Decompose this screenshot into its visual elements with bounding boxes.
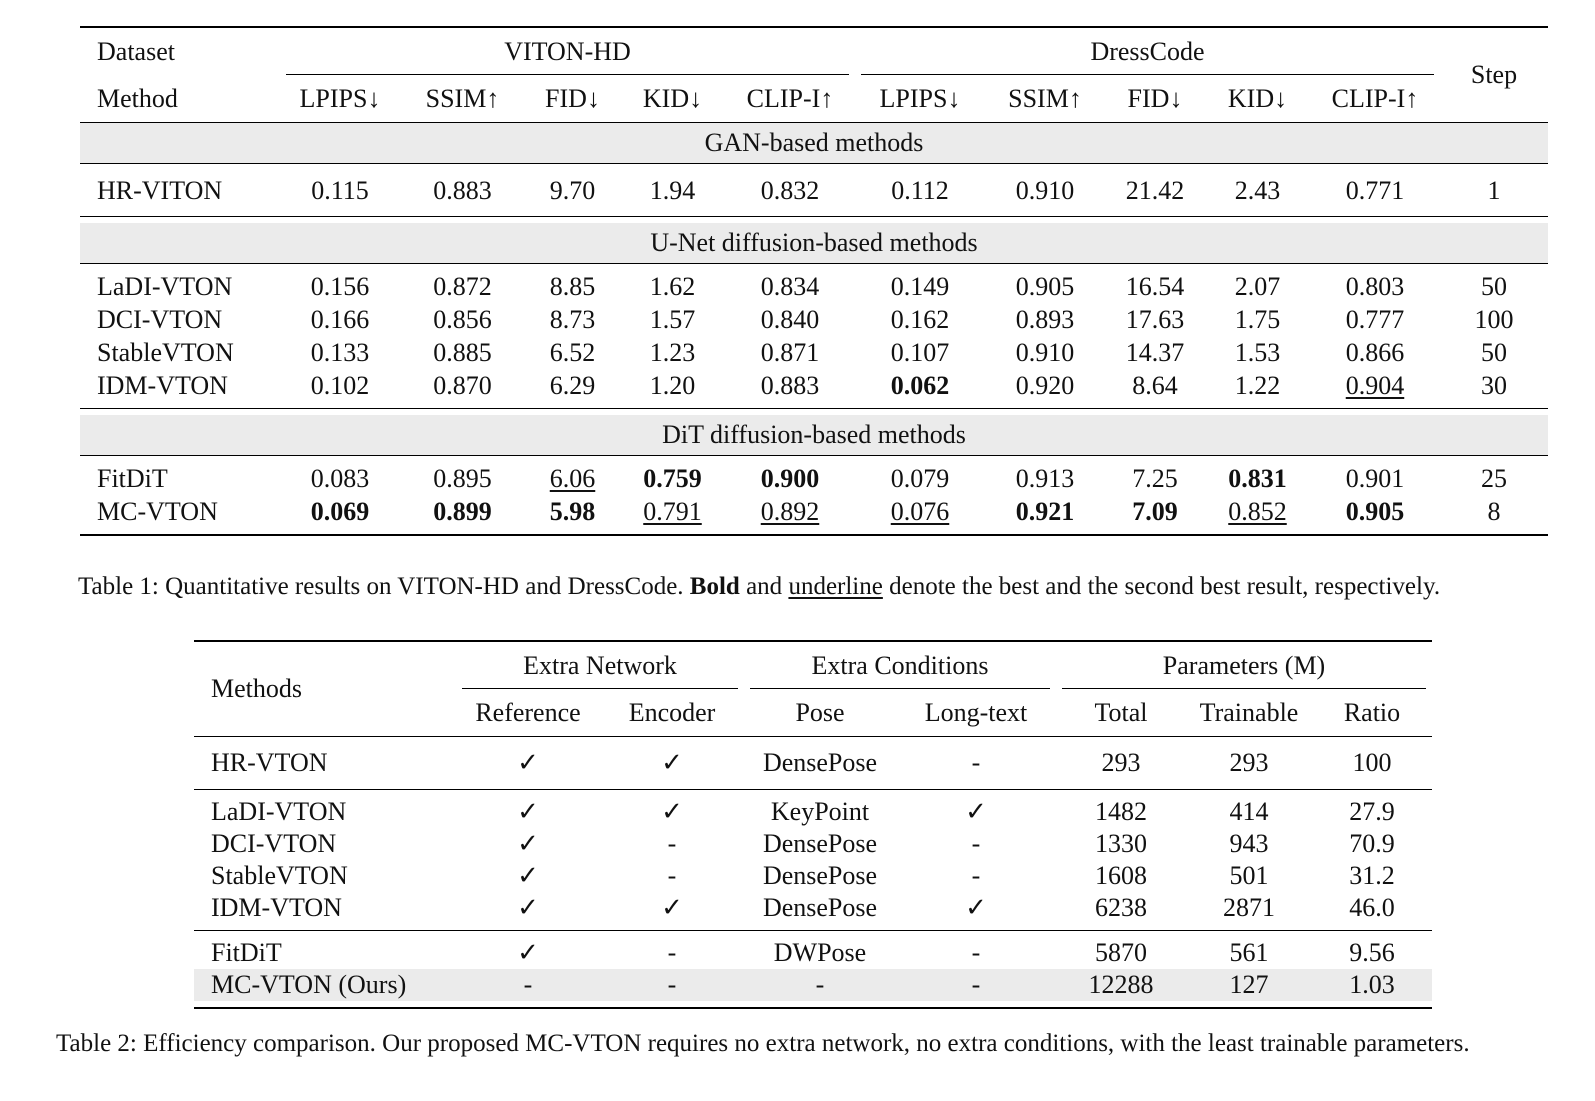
table-cell xyxy=(280,270,400,303)
table-cell: - xyxy=(971,829,981,858)
cell-value: 0.905 xyxy=(1345,497,1405,526)
cell-value: 17.63 xyxy=(1125,305,1185,334)
cell-value: 0.866 xyxy=(1345,338,1405,367)
table-cell: - xyxy=(667,829,677,858)
table-cell: 27.9 xyxy=(1349,797,1395,826)
table-cell xyxy=(855,369,985,402)
cell-value: 0.832 xyxy=(760,175,820,205)
table-cell: - xyxy=(667,861,677,890)
table-cell xyxy=(725,170,855,210)
metric-header: CLIP-I↑ xyxy=(1331,83,1419,113)
cell-value: 21.42 xyxy=(1125,175,1185,205)
table-cell: 1.03 xyxy=(1312,969,1432,1001)
method-name: LaDI-VTON xyxy=(211,797,347,826)
parameters-group-header: Parameters (M) xyxy=(1056,641,1432,689)
table-cell xyxy=(620,270,725,303)
table-cell: 31.2 xyxy=(1349,861,1395,890)
cell-value: 0.133 xyxy=(310,338,370,367)
table-cell xyxy=(525,336,620,369)
viton-hd-group-header: VITON-HD xyxy=(280,27,855,75)
table-cell xyxy=(1310,495,1440,528)
cell-value: 50 xyxy=(1481,338,1507,367)
table-cell xyxy=(1205,462,1310,495)
table1-caption xyxy=(78,573,1440,601)
table-cell: DensePose xyxy=(762,861,878,890)
cell-value: 8.64 xyxy=(1132,371,1178,400)
cell-value: 0.777 xyxy=(1345,305,1405,334)
cell-value: 2.07 xyxy=(1234,272,1281,301)
group-title: U-Net diffusion-based methods xyxy=(80,223,1548,264)
cell-value: 5.98 xyxy=(549,497,596,526)
cell-value: 0.871 xyxy=(760,338,820,367)
table-row xyxy=(194,796,1432,828)
table-cell: 1608 xyxy=(1095,861,1147,890)
cell-value: 0.831 xyxy=(1228,464,1287,493)
cell-value: 7.09 xyxy=(1132,497,1178,526)
table-cell: 9.56 xyxy=(1349,938,1395,967)
table-row xyxy=(80,270,1548,303)
table-cell: 1330 xyxy=(1095,829,1147,858)
table-cell: 70.9 xyxy=(1349,829,1395,858)
table-row xyxy=(194,860,1432,892)
table-cell xyxy=(1205,270,1310,303)
table-cell xyxy=(620,495,725,528)
cell-value: 0.900 xyxy=(760,464,820,493)
cell-value: 0.905 xyxy=(1015,272,1075,301)
cell-value: 0.166 xyxy=(310,305,370,334)
cell-value: 0.791 xyxy=(643,497,702,526)
table-cell xyxy=(620,462,725,495)
cell-value: 1.57 xyxy=(649,305,696,334)
method-label: Method xyxy=(97,83,178,113)
table-cell xyxy=(280,303,400,336)
table-cell xyxy=(855,170,985,210)
table-cell xyxy=(620,369,725,402)
cell-value: 30 xyxy=(1481,371,1507,400)
cell-value: 0.883 xyxy=(433,175,492,205)
table2-caption: Table 2: Efficiency comparison. Our proposed MC-VTON requires no extra network, no extra conditions, with the least trainable parameters. xyxy=(56,1030,1470,1057)
cell-value: 0.895 xyxy=(433,464,492,493)
checkmark-icon: ✓ xyxy=(517,748,539,777)
checkmark-icon: ✓ xyxy=(661,797,683,826)
table-cell xyxy=(855,303,985,336)
table-cell xyxy=(400,303,525,336)
table-cell xyxy=(1440,303,1548,336)
table-cell xyxy=(725,336,855,369)
cell-value: 0.904 xyxy=(1345,371,1405,400)
table-cell xyxy=(525,170,620,210)
table-row xyxy=(194,969,1432,1001)
method-name: FitDiT xyxy=(97,464,168,493)
table-cell xyxy=(400,369,525,402)
cell-value: 8 xyxy=(1487,497,1501,526)
caption-text: denote the best and the second best result, respectively. xyxy=(882,573,1441,600)
cell-value: 1 xyxy=(1487,175,1501,205)
metric-header: CLIP-I↑ xyxy=(746,83,834,113)
cell-value: 1.22 xyxy=(1234,371,1281,400)
cell-value: 1.23 xyxy=(649,338,696,367)
column-header: Trainable xyxy=(1199,697,1299,727)
table-cell: 100 xyxy=(1352,748,1392,777)
cell-value: 0.856 xyxy=(433,305,492,334)
table-cell: 561 xyxy=(1229,938,1269,967)
cell-value: 0.803 xyxy=(1345,272,1405,301)
table-row xyxy=(80,336,1548,369)
cell-value: 6.29 xyxy=(549,371,596,400)
table-cell xyxy=(985,462,1105,495)
table-cell: 1482 xyxy=(1095,797,1147,826)
table-cell xyxy=(525,495,620,528)
table-row xyxy=(194,828,1432,860)
cell-value: 0.852 xyxy=(1228,497,1287,526)
table-cell xyxy=(1105,170,1205,210)
dataset-label: Dataset xyxy=(97,36,175,66)
method-name: StableVTON xyxy=(97,338,234,367)
group-title: GAN-based methods xyxy=(80,123,1548,164)
spacer-row xyxy=(80,528,1548,535)
metric-header: LPIPS↓ xyxy=(879,83,961,113)
table-cell xyxy=(280,462,400,495)
cell-value: 0.920 xyxy=(1015,371,1075,400)
table-cell: 414 xyxy=(1229,797,1269,826)
checkmark-icon: ✓ xyxy=(517,797,539,826)
cell-value: 0.771 xyxy=(1345,175,1405,205)
group-title: DiT diffusion-based methods xyxy=(80,415,1548,456)
table-row xyxy=(194,743,1432,783)
metric-header: SSIM↑ xyxy=(425,83,500,113)
table-cell: 2871 xyxy=(1223,893,1275,922)
table-cell: - xyxy=(971,748,981,777)
cell-value: 1.53 xyxy=(1234,338,1281,367)
table-cell xyxy=(985,170,1105,210)
table-cell xyxy=(1310,170,1440,210)
table-cell xyxy=(280,369,400,402)
cell-value: 0.885 xyxy=(433,338,492,367)
table-cell: DensePose xyxy=(762,893,878,922)
checkmark-icon: ✓ xyxy=(661,748,683,777)
checkmark-icon: ✓ xyxy=(661,893,683,922)
table-cell: 943 xyxy=(1229,829,1269,858)
table-cell xyxy=(855,336,985,369)
method-name: DCI-VTON xyxy=(211,829,337,858)
cell-value: 100 xyxy=(1474,305,1514,334)
spacer-row xyxy=(194,1001,1432,1008)
cell-value: 1.75 xyxy=(1234,305,1281,334)
table-cell xyxy=(1440,369,1548,402)
cell-value: 8.85 xyxy=(549,272,596,301)
table-cell xyxy=(1310,369,1440,402)
table-cell: KeyPoint xyxy=(770,797,870,826)
cell-value: 16.54 xyxy=(1125,272,1185,301)
table2-header-row-1 xyxy=(194,641,1432,689)
table-cell: DWPose xyxy=(773,938,867,967)
metric-header: FID↓ xyxy=(545,83,600,113)
table-cell xyxy=(400,495,525,528)
table-row xyxy=(80,303,1548,336)
spacer xyxy=(80,528,1548,535)
table-row xyxy=(194,892,1432,924)
table-cell xyxy=(1105,462,1205,495)
table-cell xyxy=(280,170,400,210)
spacer xyxy=(194,1001,1432,1008)
table-cell xyxy=(1105,369,1205,402)
checkmark-icon: ✓ xyxy=(517,829,539,858)
cell-value: 14.37 xyxy=(1125,338,1185,367)
table-cell xyxy=(1310,462,1440,495)
column-header: Ratio xyxy=(1343,697,1401,727)
caption-text: Table 1: Quantitative results on VITON-HD and DressCode. xyxy=(78,573,690,600)
table-cell xyxy=(855,462,985,495)
table-cell: - xyxy=(971,938,981,967)
table-cell xyxy=(1205,170,1310,210)
table-cell: 293 xyxy=(1229,748,1269,777)
table-cell: - xyxy=(744,969,896,1001)
table-cell xyxy=(725,303,855,336)
extra-conditions-group-header: Extra Conditions xyxy=(744,641,1056,689)
table-row xyxy=(80,369,1548,402)
method-name: MC-VTON xyxy=(97,497,218,526)
table-cell: - xyxy=(667,938,677,967)
method-name: FitDiT xyxy=(211,938,282,967)
group-header-row xyxy=(80,415,1548,456)
cell-value: 0.112 xyxy=(891,175,949,205)
table-cell xyxy=(725,270,855,303)
table-cell xyxy=(620,336,725,369)
cell-value: 25 xyxy=(1481,464,1507,493)
table-cell: 5870 xyxy=(1095,938,1147,967)
cell-value: 0.834 xyxy=(760,272,820,301)
caption-text: and xyxy=(739,573,789,600)
table-cell xyxy=(725,369,855,402)
cell-value: 0.901 xyxy=(1345,464,1405,493)
checkmark-icon: ✓ xyxy=(517,861,539,890)
cell-value: 0.921 xyxy=(1015,497,1075,526)
table1-header-row-1 xyxy=(80,27,1548,75)
methods-header: Methods xyxy=(211,674,302,703)
table-cell xyxy=(280,336,400,369)
cell-value: 1.94 xyxy=(649,175,696,205)
cell-value: 0.840 xyxy=(760,305,820,334)
metric-header: KID↓ xyxy=(642,83,703,113)
table-cell xyxy=(1105,303,1205,336)
table-cell xyxy=(985,369,1105,402)
table-cell xyxy=(525,303,620,336)
table-cell xyxy=(1440,495,1548,528)
column-header: Reference xyxy=(475,697,581,727)
method-name: MC-VTON (Ours) xyxy=(194,969,456,1001)
table-cell: 6238 xyxy=(1095,893,1147,922)
table-cell: - xyxy=(896,969,1056,1001)
cell-value: 7.25 xyxy=(1132,464,1178,493)
table-cell xyxy=(1440,336,1548,369)
table-cell xyxy=(1205,495,1310,528)
table-cell xyxy=(985,303,1105,336)
table-row xyxy=(80,462,1548,495)
metric-header: LPIPS↓ xyxy=(299,83,381,113)
cell-value: 0.872 xyxy=(433,272,492,301)
metric-header: KID↓ xyxy=(1227,83,1288,113)
table-cell xyxy=(725,462,855,495)
cell-value: 0.083 xyxy=(310,464,370,493)
table-cell xyxy=(400,462,525,495)
table-cell xyxy=(1205,369,1310,402)
results-table xyxy=(80,26,1548,536)
efficiency-table xyxy=(194,640,1432,1009)
checkmark-icon: ✓ xyxy=(517,938,539,967)
cell-value: 0.883 xyxy=(760,371,820,400)
table-cell: 12288 xyxy=(1056,969,1186,1001)
table-cell xyxy=(400,336,525,369)
table-cell xyxy=(1205,303,1310,336)
cell-value: 0.892 xyxy=(760,497,820,526)
table-cell xyxy=(985,336,1105,369)
cell-value: 1.62 xyxy=(649,272,696,301)
column-header: Total xyxy=(1094,697,1148,727)
table-cell xyxy=(1440,270,1548,303)
table-row xyxy=(80,170,1548,210)
table-cell: DensePose xyxy=(762,748,878,777)
cell-value: 0.079 xyxy=(890,464,950,493)
cell-value: 0.156 xyxy=(310,272,370,301)
dresscode-group-header: DressCode xyxy=(855,27,1440,75)
table-cell xyxy=(1205,336,1310,369)
group-header-row xyxy=(80,123,1548,164)
cell-value: 2.43 xyxy=(1234,175,1281,205)
cell-value: 0.162 xyxy=(890,305,950,334)
method-name: IDM-VTON xyxy=(211,893,342,922)
table-cell xyxy=(855,495,985,528)
table-cell xyxy=(1105,336,1205,369)
table-cell xyxy=(985,270,1105,303)
step-header: Step xyxy=(1470,60,1518,89)
cell-value: 0.870 xyxy=(433,371,492,400)
table-cell xyxy=(1310,270,1440,303)
cell-value: 0.913 xyxy=(1015,464,1075,493)
table-cell: 501 xyxy=(1229,861,1269,890)
cell-value: 0.115 xyxy=(311,175,369,205)
cell-value: 0.910 xyxy=(1015,175,1075,205)
cell-value: 0.062 xyxy=(890,371,950,400)
method-name: DCI-VTON xyxy=(97,305,223,334)
cell-value: 0.107 xyxy=(890,338,950,367)
table-cell xyxy=(400,270,525,303)
cell-value: 0.893 xyxy=(1015,305,1075,334)
table1-header-row-2 xyxy=(80,75,1548,123)
table-cell xyxy=(1440,462,1548,495)
table-cell: 293 xyxy=(1101,748,1141,777)
checkmark-icon: ✓ xyxy=(517,893,539,922)
table-cell xyxy=(855,270,985,303)
table-cell: - xyxy=(971,861,981,890)
cell-value: 0.899 xyxy=(433,497,492,526)
table-cell xyxy=(1310,303,1440,336)
table-cell: - xyxy=(456,969,600,1001)
cell-value: 0.076 xyxy=(890,497,950,526)
table-row xyxy=(194,937,1432,969)
cell-value: 1.20 xyxy=(649,371,696,400)
metric-header: SSIM↑ xyxy=(1008,83,1082,113)
method-name: LaDI-VTON xyxy=(97,272,233,301)
cell-value: 9.70 xyxy=(549,175,596,205)
table-cell xyxy=(525,369,620,402)
table-cell: DensePose xyxy=(762,829,878,858)
cell-value: 6.52 xyxy=(549,338,596,367)
table-row xyxy=(80,495,1548,528)
cell-value: 0.759 xyxy=(643,464,702,493)
table-cell xyxy=(400,170,525,210)
metric-header: FID↓ xyxy=(1127,83,1183,113)
cell-value: 0.102 xyxy=(310,371,370,400)
cell-value: 50 xyxy=(1481,272,1507,301)
cell-value: 8.73 xyxy=(549,305,596,334)
caption-bold-word: Bold xyxy=(689,573,740,600)
method-name: HR-VITON xyxy=(97,175,223,205)
column-header: Pose xyxy=(795,697,845,727)
column-header: Long-text xyxy=(924,697,1028,727)
table-cell: 46.0 xyxy=(1349,893,1395,922)
method-name: StableVTON xyxy=(211,861,348,890)
checkmark-icon: ✓ xyxy=(965,797,987,826)
table-cell xyxy=(725,495,855,528)
caption-underline-word: underline xyxy=(788,573,883,600)
table-cell xyxy=(525,462,620,495)
table-cell xyxy=(620,303,725,336)
table-cell xyxy=(525,270,620,303)
table-cell xyxy=(985,495,1105,528)
table-cell: 127 xyxy=(1186,969,1312,1001)
table-cell xyxy=(620,170,725,210)
table-cell xyxy=(280,495,400,528)
table-cell: - xyxy=(600,969,744,1001)
cell-value: 6.06 xyxy=(549,464,596,493)
table-cell xyxy=(1310,336,1440,369)
checkmark-icon: ✓ xyxy=(965,893,987,922)
cell-value: 0.149 xyxy=(890,272,950,301)
table-cell xyxy=(1105,495,1205,528)
method-name: IDM-VTON xyxy=(97,371,228,400)
table-cell xyxy=(1440,170,1548,210)
table-cell xyxy=(1105,270,1205,303)
cell-value: 0.069 xyxy=(310,497,370,526)
method-name: HR-VTON xyxy=(211,748,328,777)
cell-value: 0.910 xyxy=(1015,338,1075,367)
extra-network-group-header: Extra Network xyxy=(456,641,744,689)
group-header-row xyxy=(80,223,1548,264)
column-header: Encoder xyxy=(628,697,716,727)
